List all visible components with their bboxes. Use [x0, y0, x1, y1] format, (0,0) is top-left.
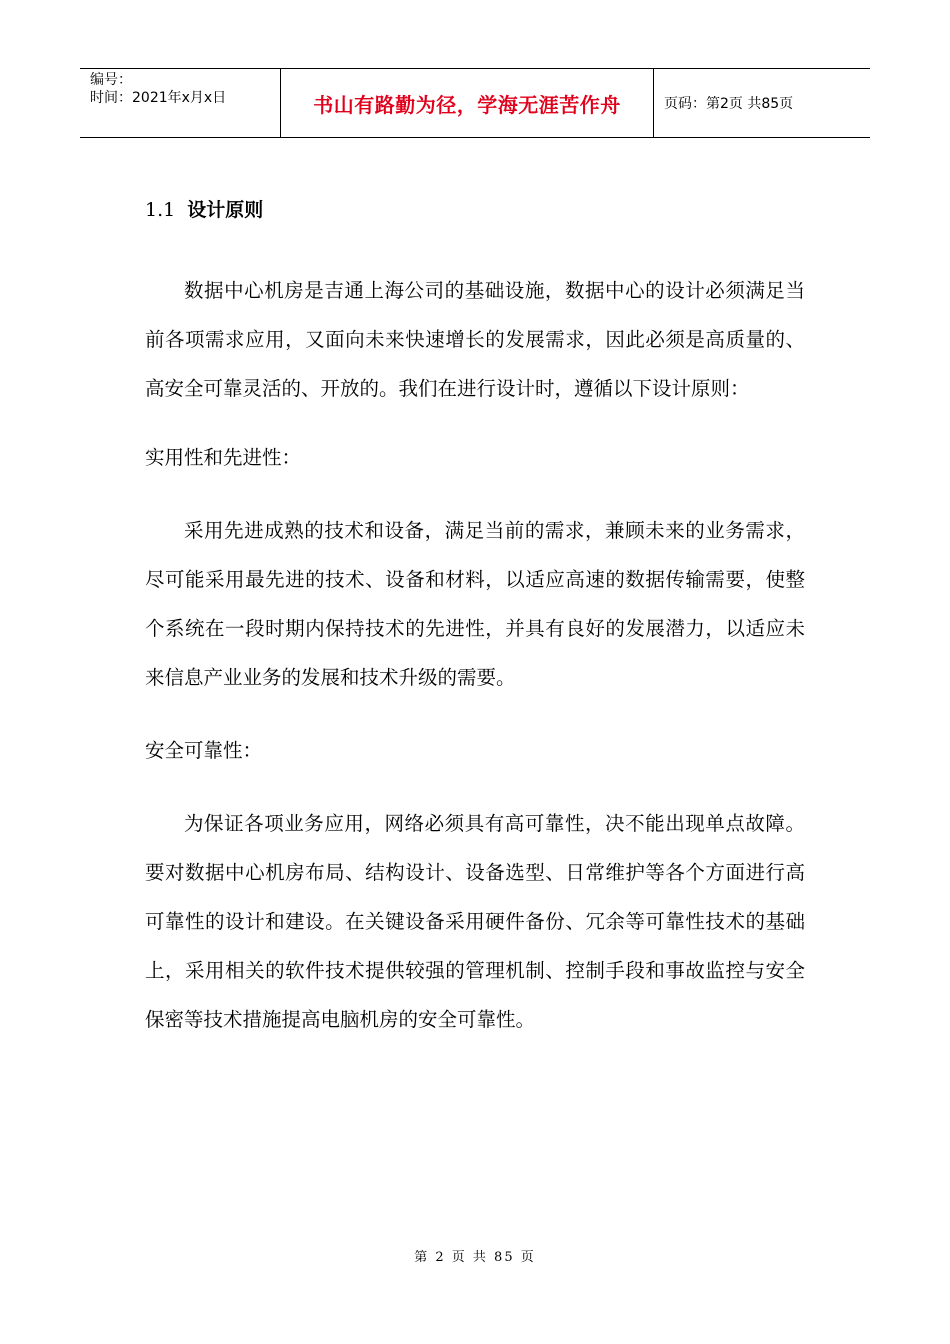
section-title [145, 190, 805, 230]
page-footer: 第 2 页 共 85 页 [414, 1250, 536, 1265]
header-page-info: 页码：第2页 共85页 [664, 96, 794, 112]
subheading-practical: 实用性和先进性： [145, 446, 302, 469]
time-label: 时间：2021年x月x日 [90, 90, 227, 106]
document-body [145, 190, 805, 1044]
safety-paragraph: 为保证各项业务应用，网络必须具有高可靠性，决不能出现单点故障。要对数据中心机房布局、结构设计、设备选型、日常维护等各个方面进行高可靠性的设计和建设。在关键设备采用硬件备份、冗余等可靠性技术的基础上，采用相关的软件技术提供较强的管理机制、控制手段和事故监控与安全保密等技术措施提高电脑机房的安全可靠性。 [145, 812, 805, 1031]
section-title-text: 设计原则 [187, 199, 264, 221]
intro-paragraph: 数据中心机房是吉通上海公司的基础设施，数据中心的设计必须满足当前各项需求应用，又面向未来快速增长的发展需求，因此必须是高质量的、高安全可靠灵活的、开放的。我们在进行设计时，遵循以下设计原则： [145, 279, 805, 400]
header-motto: 书山有路勤为径，学海无涯苦作舟 [281, 69, 654, 137]
page-header [80, 68, 870, 138]
practical-paragraph: 采用先进成熟的技术和设备，满足当前的需求，兼顾未来的业务需求，尽可能采用最先进的技术、设备和材料，以适应高速的数据传输需要，使整个系统在一段时期内保持技术的先进性，并具有良好的发展潜力，以适应未来信息产业业务的发展和技术升级的需要。 [145, 519, 805, 689]
code-label: 编号： [90, 72, 132, 88]
subheading-safety: 安全可靠性： [145, 739, 263, 762]
section-number: 1.1 [145, 199, 176, 221]
header-meta [80, 69, 281, 137]
